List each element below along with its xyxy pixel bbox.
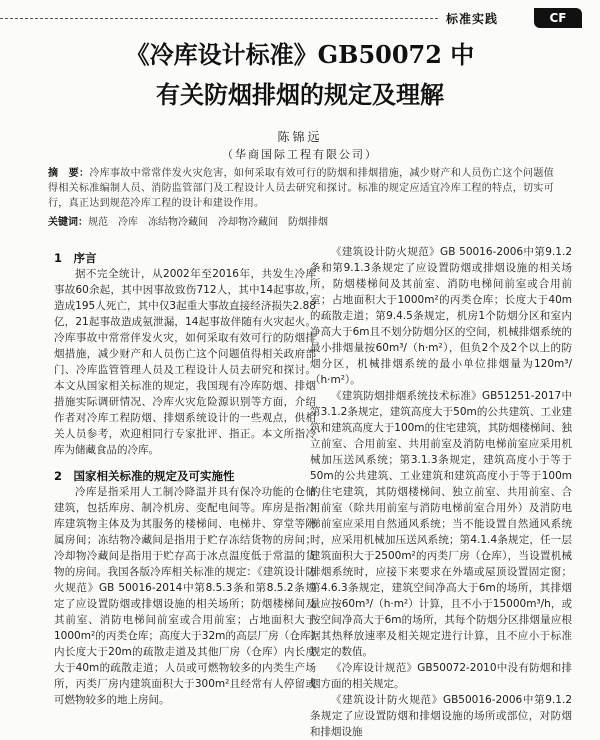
author-affiliation: （华商国际工程有限公司） — [222, 148, 378, 161]
paragraph: 据不完全统计，从2002年至2016年，共发生冷库事故60余起，其中因事故致伤712人，其中14起事故，造成195人死亡，其中仅3起重大事故直接经济损失2.88亿，21起事故造成氨泄漏，14起事故伴随有火灾起火。冷库事故中常常伴发火灾，如何采取有效可行的防烟排烟措施，减少财产和人员伤亡这个问题值得相关政府部门、冷库监管管理人员及工程设计人员去研究和探讨。本文从国家相关标准的规定，我国现有冷库防烟、排烟措施实际调研情况、冷库火灾危险源识别等方面，介绍作者对冷库工程防烟、排烟系统设计的一些观点，供相关人员参考，欢迎相同行专家批评、指正。本文所指冷库为储藏食品的冷库。 — [54, 268, 316, 456]
paragraph: 《冷库设计规范》GB50072-2010中没有防烟和排烟方面的相关规定。 — [310, 662, 572, 690]
page-header — [0, 8, 600, 30]
logo-text: CF — [549, 11, 567, 25]
paragraph: 《建筑设计防火规范》GB50016-2006中第9.1.2条规定了应设置防烟和排烟设施的场所或部位，对防烟和排烟设施 — [310, 694, 572, 738]
keywords-text: 规范 冷库 冻结物冷藏间 冷却物冷藏间 防烟排烟 — [88, 217, 328, 228]
keywords — [48, 216, 554, 230]
abstract-label: 摘 要： — [48, 168, 90, 179]
paragraph: 《建筑防烟排烟系统技术标准》GB51251-2017中第3.1.2条规定，建筑高度大于50m的公共建筑、工业建筑和建筑高度大于100m的住宅建筑，其防烟楼梯间、独立前室、合用前室、共用前室及消防电梯前室应采用机械加压送风系统；第3.1.3条规定，建筑高度小于等于50m的公共建筑、工业建筑和建筑高度小于等于100m的住宅建筑，其防烟楼梯间、独立前室、共用前室、合用前室（除共用前室与消防电梯前室合用外）及消防电梯前室应采用自然通风系统；当不能设置自然通风系统时，应采用机械加压送风系统；第4.1.4条规定，任一层建筑面积大于2500m²的丙类厂房（仓库），当设置机械排烟系统时，应接下来要求在外墙或屋顶设置固定窗；第4.6.3条规定，建筑空间净高大于6m的场所，其排烟量应按60m³/（h·m²）计算，且不小于15000m³/h，或按空间净高大于6m的场所，其每个防烟分区排烟量应根据其热释放速率及相关规定进行计算，且不应小于标准规定的数值。 — [310, 390, 572, 658]
body-right-column — [310, 244, 572, 740]
header-rule — [0, 18, 438, 19]
abstract-text: 冷库事故中常常伴发火灾危害，如何采取有效可行的防烟和排烟措施，减少财产和人员伤亡这个问题值得相关标准编制人员、消防监管部门及工程设计人员去研究和探讨。标准的规定应适宜冷库工程的特点，切实可行，真正达到规范冷库工程的设计和建设作用。 — [48, 168, 555, 209]
section-heading-intro: 1 序言 — [54, 251, 97, 265]
paragraph: 冷库是指采用人工制冷降温并具有保冷功能的仓储建筑，包括库房、制冷机房、变配电间等。库房是指冷库建筑物主体及为其服务的楼梯间、电梯井、穿堂等附属房间；冻结物冷藏间是指用于贮存冻结货物的房间；冷却物冷藏间是指用于贮存高于冰点温度低于常温的货物的房间。我国各版冷库相关标准的规定：《建筑设计防火规范》GB 50016-2014中第8.5.3条和第8.5.2条规定了应设置防烟或排烟设施的相关场所；防烟楼梯间及其前室、消防电梯间前室或合用前室；占地面积大于1000m²的丙类仓库；高度大于32m的高层厂房（仓库）内长度大于20m的疏散走道及其他厂房（仓库）内长度大于40m的疏散走道；人员或可燃物较多的内类生产场所，丙类厂房内建筑面积大于300m²且经常有人停留或可燃物较多的地上房间。 — [54, 486, 316, 706]
keywords-label: 关键词： — [48, 217, 88, 228]
paragraph: 《建筑设计防火规范》GB 50016-2006中第9.1.2条和第9.1.3条规定了应设置防烟或排烟设施的相关场所，防烟楼梯间及其前室、消防电梯间前室或合用前室；占地面积大于1000m²的丙类仓库；长度大于40m的疏散走道；第9.4.5条规定，机房1个防烟分区和室内净高大于6m且不划分防烟分区的空间，机械排烟系统的最小排烟量按60m³/（h·m²），但负2个及2个以上的防烟分区，机械排烟系统的最小单位排烟量为120m³/（h·m²）。 — [310, 246, 572, 386]
article-title-line-2: 有关防烟排烟的规定及理解 — [156, 80, 444, 109]
abstract — [48, 166, 554, 211]
body-left-column — [54, 244, 316, 708]
journal-logo-icon — [534, 8, 582, 28]
article-title-line-1: 《冷库设计标准》GB50072 中 — [125, 40, 475, 69]
section-tag: 标准实践 — [446, 12, 499, 26]
section-heading-standards: 2 国家相关标准的规定及可实施性 — [54, 469, 235, 483]
author-name: 陈锦远 — [277, 130, 323, 144]
